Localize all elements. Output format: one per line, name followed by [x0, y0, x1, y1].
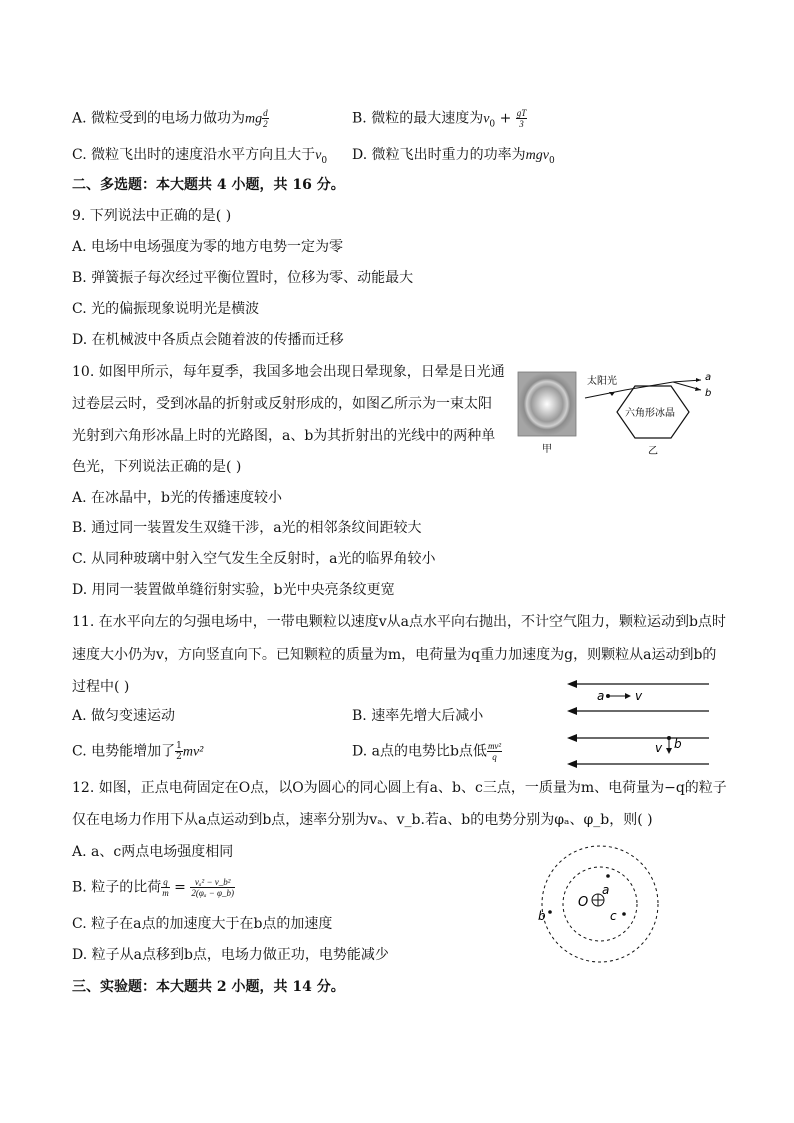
frac-den: 2 — [263, 119, 268, 129]
q12-option-d: D. 粒子从a点移到b点，电场力做正功，电势能减少 — [72, 947, 389, 963]
arrow-a-icon — [696, 378, 701, 382]
sun-halo-photo — [518, 372, 576, 436]
q11-stem-line-3: 过程中( ) — [72, 679, 130, 695]
q10-option-c: C. 从同种玻璃中射入空气发生全反射时，a光的临界角较小 — [72, 551, 436, 567]
frac-den: q — [492, 752, 497, 762]
fig-sun-label: 太阳光 — [587, 376, 617, 387]
fig-crystal-label: 六角形冰晶 — [625, 408, 675, 419]
section-3-heading: 三、实验题：本大题共 2 小题，共 14 分。 — [72, 979, 345, 995]
q11-option-a: A. 做匀变速运动 — [72, 708, 176, 724]
field-arrow-3-icon — [567, 734, 577, 742]
q10-option-d: D. 用同一装置做单缝衍射实验，b光中央亮条纹更宽 — [72, 582, 395, 598]
q8-option-b-fraction — [516, 108, 528, 129]
q11-option-d-fraction — [487, 741, 502, 762]
q10-stem-line-2: 过卷层云时，受到冰晶的折射或反射形成的，如图乙所示为一束太阳 — [72, 396, 492, 412]
q8-option-b-expr: v — [483, 111, 490, 127]
q8-option-c — [72, 145, 327, 171]
q12-stem-line-2: 仅在电场力作用下从a点运动到b点，速率分别为vₐ、v_b.若a、b的电势分别为φₐ、φ_b，则( ) — [72, 812, 653, 828]
q12-stem-line-1: 12. 如图，正点电荷固定在O点，以O为圆心的同心圆上有a、b、c三点，一质量为m、电荷量为−q的粒子 — [72, 780, 727, 796]
q12-figure — [536, 844, 666, 974]
q11-stem-line-2: 速度大小仍为v，方向竖直向下。已知颗粒的质量为m，电荷量为q重力加速度为g，则颗粒从a运动到b的 — [72, 647, 717, 663]
field-arrow-2-icon — [567, 707, 577, 715]
q11-figure — [565, 676, 713, 772]
q8-option-a-fraction — [262, 108, 269, 129]
point-a-dot — [606, 874, 610, 878]
point-b-dot — [548, 910, 552, 914]
frac-den: m — [162, 888, 169, 898]
point-c-dot — [622, 912, 626, 916]
q8-option-a-expr: mg — [245, 111, 263, 127]
frac-den: 2(φₐ − φ_b) — [191, 888, 235, 898]
q10-stem-line-3: 光射到六角形冰晶上时的光路图，a、b为其折射出的光线中的两种单 — [72, 428, 496, 444]
frac-num: vₐ² − v_b² — [190, 877, 235, 888]
q10-option-b: B. 通过同一装置发生双缝干涉，a光的相邻条纹间距较大 — [72, 520, 422, 536]
q10-figure — [515, 366, 725, 458]
fig-point-a: a — [597, 689, 605, 703]
fig-label-yi: 乙 — [648, 446, 658, 457]
q9-option-d: D. 在机械波中各质点会随着波的传播而迁移 — [72, 332, 344, 348]
section-2-heading: 二、多选题：本大题共 4 小题，共 16 分。 — [72, 177, 345, 193]
fig-label-jia: 甲 — [542, 444, 552, 455]
q8-option-b-plus: + — [495, 110, 516, 127]
q8-option-c-text: C. 微粒飞出时的速度沿水平方向且大于 — [72, 147, 316, 163]
q8-option-a — [72, 108, 269, 130]
q11-option-c-text: C. 电势能增加了 — [72, 743, 176, 760]
field-arrow-4-icon — [567, 760, 577, 768]
q8-option-c-sub: 0 — [321, 155, 328, 166]
frac-den: 3 — [519, 119, 524, 129]
q9-option-b: B. 弹簧振子每次经过平衡位置时，位移为零、动能最大 — [72, 270, 414, 286]
q12-option-b — [72, 877, 235, 898]
q10-stem-line-4: 色光，下列说法正确的是( ) — [72, 459, 242, 475]
fig-point-b: b — [674, 737, 682, 751]
frac-num: gT — [516, 108, 527, 118]
q8-option-b — [352, 108, 527, 134]
q12-option-b-eq: = — [169, 879, 191, 896]
field-arrow-1-icon — [567, 680, 577, 688]
q8-option-b-sub: 0 — [489, 119, 496, 130]
q8-option-c-expr: v — [315, 148, 322, 163]
q11-option-c — [72, 741, 203, 763]
frac-num: mv² — [487, 741, 502, 751]
frac-num: 1 — [176, 741, 182, 751]
q10-option-a: A. 在冰晶中，b光的传播速度较小 — [72, 490, 282, 506]
fig-point-b: b — [538, 909, 546, 923]
frac-num: d — [263, 108, 268, 118]
q8-option-d — [352, 145, 555, 171]
q12-option-b-text: B. 粒子的比荷 — [72, 879, 162, 896]
fig-velocity-v2: v — [655, 741, 663, 755]
q12-option-a: A. a、c两点电场强度相同 — [72, 844, 234, 860]
q12-option-c: C. 粒子在a点的加速度大于在b点的加速度 — [72, 916, 333, 932]
q11-option-d — [352, 741, 502, 762]
q12-option-b-ratio — [161, 877, 170, 898]
q11-option-d-text: D. a点的电势比b点低 — [352, 743, 487, 760]
outer-circle — [542, 846, 658, 962]
fig-ray-a-label: a — [705, 372, 712, 383]
q9-option-c: C. 光的偏振现象说明光是横波 — [72, 301, 260, 317]
fig-point-c: c — [610, 909, 617, 923]
frac-den: 2 — [176, 752, 182, 762]
incident-arrow-icon — [609, 392, 615, 396]
q8-option-b-text: B. 微粒的最大速度为 — [352, 110, 484, 127]
q10-stem-line-1: 10. 如图甲所示，每年夏季，我国多地会出现日晕现象，日晕是日光通 — [72, 364, 505, 380]
q9-stem: 9. 下列说法中正确的是( ) — [72, 208, 232, 224]
arrow-b-icon — [695, 387, 701, 391]
q8-option-d-expr: mgv — [525, 148, 549, 163]
inner-circle — [563, 867, 637, 941]
frac-num: q — [163, 877, 168, 887]
fig-point-a: a — [602, 883, 610, 897]
fig-point-O: O — [578, 895, 589, 910]
q12-option-b-fraction — [190, 877, 235, 898]
fig-velocity-v1: v — [635, 689, 643, 703]
q11-option-b: B. 速率先增大后减小 — [352, 708, 484, 724]
q8-option-a-text: A. 微粒受到的电场力做功为 — [72, 110, 246, 127]
fig-ray-b-label: b — [705, 388, 712, 399]
q8-option-d-sub: 0 — [548, 155, 555, 166]
q11-option-c-fraction — [175, 741, 183, 762]
q8-option-d-text: D. 微粒飞出时重力的功率为 — [352, 147, 526, 163]
q9-option-a: A. 电场中电场强度为零的地方电势一定为零 — [72, 239, 344, 255]
q11-stem-line-1: 11. 在水平向左的匀强电场中，一带电颗粒以速度v从a点水平向右抛出，不计空气阻力，颗粒运动到b点时 — [72, 614, 726, 630]
q11-option-c-expr: mv² — [182, 744, 204, 760]
